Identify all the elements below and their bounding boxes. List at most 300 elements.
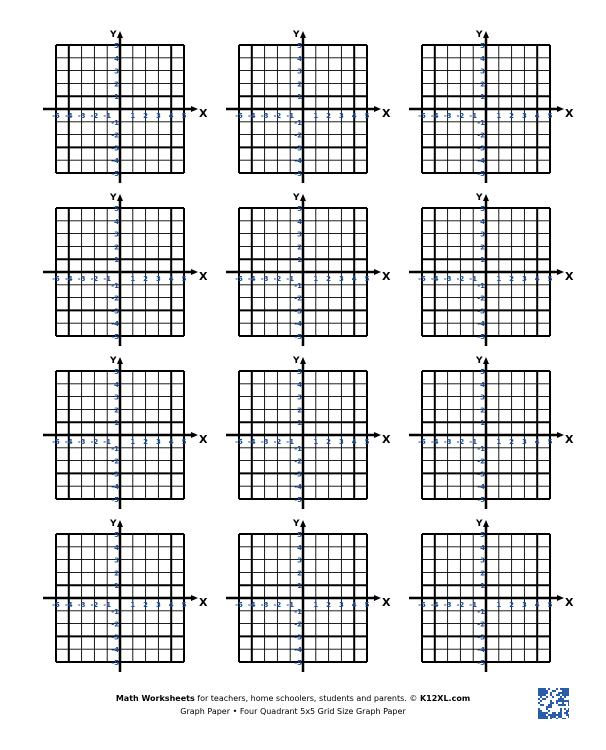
y-axis-arrow-icon	[117, 194, 123, 201]
x-tick-label: 2	[143, 112, 149, 120]
qr-module	[542, 712, 544, 714]
x-tick-label: 5	[364, 275, 370, 283]
x-tick-label: -1	[103, 275, 112, 283]
x-tick-label: 2	[143, 275, 149, 283]
qr-module	[550, 714, 552, 716]
x-tick-label: 2	[326, 112, 332, 120]
x-tick-label: -2	[273, 438, 282, 446]
x-tick-label: 5	[547, 112, 553, 120]
x-axis-label: X	[382, 270, 391, 283]
x-tick-label: -2	[456, 112, 465, 120]
qr-module	[554, 716, 556, 718]
qr-module	[550, 716, 552, 718]
qr-module	[550, 702, 552, 704]
x-tick-label: -5	[52, 112, 60, 120]
y-tick-label: -1	[294, 118, 302, 127]
qr-module	[566, 690, 568, 692]
y-axis-label: Y	[110, 356, 117, 366]
y-tick-label: -1	[477, 444, 485, 453]
qr-module	[552, 714, 554, 716]
x-tick-label: 1	[496, 275, 502, 283]
x-tick-label: -4	[247, 601, 256, 609]
qr-module	[540, 696, 542, 698]
y-axis-arrow-icon	[300, 31, 306, 38]
y-tick-label: 5	[480, 42, 485, 50]
x-tick-label: 4	[168, 438, 174, 446]
y-tick-label: -3	[477, 470, 485, 479]
qr-module	[542, 688, 544, 690]
y-tick-label: 4	[114, 380, 119, 389]
x-axis-label: X	[199, 107, 208, 120]
x-tick-label: 4	[168, 601, 174, 609]
qr-module	[548, 710, 550, 712]
x-tick-label: -3	[260, 275, 269, 283]
x-tick-label: -1	[286, 601, 295, 609]
x-tick-label: 1	[313, 112, 319, 120]
qr-module	[546, 708, 548, 710]
qr-module	[554, 690, 556, 692]
y-tick-label: -3	[477, 633, 485, 642]
qr-module	[558, 704, 560, 706]
y-tick-label: -4	[477, 483, 485, 492]
x-tick-label: -1	[469, 601, 478, 609]
qr-module	[558, 692, 560, 694]
coordinate-grid	[409, 30, 574, 183]
qr-module	[538, 692, 540, 694]
qr-module	[546, 690, 548, 692]
x-axis-arrow-icon	[557, 269, 564, 275]
y-tick-label: -3	[111, 633, 119, 642]
qr-module	[552, 716, 554, 718]
y-tick-label: 4	[297, 380, 302, 389]
qr-module	[538, 710, 540, 712]
x-axis-label: X	[565, 596, 574, 609]
x-tick-label: -4	[64, 112, 73, 120]
qr-module	[538, 690, 540, 692]
tagline-text: for teachers, home schoolers, students and parents. ©	[194, 694, 420, 703]
y-tick-label: -5	[111, 333, 119, 341]
qr-module	[544, 688, 546, 690]
y-tick-label: 2	[480, 80, 485, 89]
qr-module	[550, 704, 552, 706]
y-tick-label: 1	[480, 256, 485, 265]
qr-module	[540, 704, 542, 706]
qr-module	[560, 692, 562, 694]
x-tick-label: 1	[130, 438, 136, 446]
qr-module	[542, 716, 544, 718]
qr-module	[546, 716, 548, 718]
y-tick-label: -3	[294, 144, 302, 153]
qr-module	[548, 688, 550, 690]
x-axis-label: X	[382, 433, 391, 446]
y-axis-arrow-icon	[117, 31, 123, 38]
x-tick-label: -5	[235, 438, 243, 446]
qr-module	[550, 694, 552, 696]
qr-module	[556, 702, 558, 704]
y-tick-label: 2	[114, 569, 119, 578]
y-tick-label: -4	[477, 320, 485, 329]
y-tick-label: 2	[114, 406, 119, 415]
coordinate-grid	[226, 193, 391, 346]
y-tick-label: -3	[477, 144, 485, 153]
qr-module	[544, 714, 546, 716]
x-tick-label: -1	[286, 275, 295, 283]
y-tick-label: -1	[477, 281, 485, 290]
qr-module	[544, 698, 546, 700]
qr-module	[544, 692, 546, 694]
x-tick-label: 2	[143, 438, 149, 446]
y-tick-label: -4	[294, 320, 302, 329]
x-axis-arrow-icon	[191, 595, 198, 601]
qr-module	[562, 718, 564, 719]
x-tick-label: 4	[168, 112, 174, 120]
y-tick-label: 1	[114, 93, 119, 102]
y-tick-label: 3	[114, 67, 119, 76]
y-tick-label: -1	[111, 607, 119, 616]
qr-module	[556, 714, 558, 716]
qr-module	[540, 694, 542, 696]
y-tick-label: -4	[294, 157, 302, 166]
qr-module	[560, 714, 562, 716]
x-tick-label: 4	[534, 438, 540, 446]
x-tick-label: 4	[351, 112, 357, 120]
y-tick-label: 5	[297, 368, 302, 376]
x-tick-label: 3	[155, 112, 161, 120]
qr-module	[564, 700, 566, 702]
qr-module	[568, 716, 569, 718]
x-tick-label: 1	[313, 438, 319, 446]
y-tick-label: -3	[477, 307, 485, 316]
x-tick-label: 4	[534, 601, 540, 609]
x-tick-label: -4	[64, 438, 73, 446]
y-axis-arrow-icon	[483, 194, 489, 201]
qr-module	[554, 714, 556, 716]
qr-module	[562, 702, 564, 704]
qr-module	[546, 692, 548, 694]
x-tick-label: -2	[90, 112, 99, 120]
y-tick-label: -3	[294, 633, 302, 642]
x-tick-label: -4	[64, 601, 73, 609]
qr-module	[550, 692, 552, 694]
x-tick-label: -1	[469, 112, 478, 120]
x-tick-label: 1	[313, 601, 319, 609]
y-tick-label: 3	[480, 556, 485, 565]
y-tick-label: -1	[294, 444, 302, 453]
qr-module	[542, 694, 544, 696]
y-tick-label: 5	[297, 42, 302, 50]
coordinate-grid	[409, 356, 574, 509]
x-tick-label: -3	[260, 601, 269, 609]
y-axis-arrow-icon	[300, 357, 306, 364]
qr-module	[552, 712, 554, 714]
y-tick-label: 1	[297, 582, 302, 591]
qr-module	[556, 688, 558, 690]
x-tick-label: -1	[469, 275, 478, 283]
qr-module	[550, 718, 552, 719]
y-tick-label: -2	[294, 457, 302, 466]
x-tick-label: 3	[521, 601, 527, 609]
qr-module	[544, 712, 546, 714]
qr-module	[552, 702, 554, 704]
qr-module	[560, 700, 562, 702]
y-tick-label: 4	[480, 217, 485, 226]
qr-module	[568, 702, 569, 704]
x-tick-label: -2	[90, 601, 99, 609]
qr-module	[540, 692, 542, 694]
qr-module	[560, 716, 562, 718]
qr-module	[538, 694, 540, 696]
y-tick-label: -5	[477, 659, 485, 667]
qr-module	[566, 694, 568, 696]
y-tick-label: -3	[111, 144, 119, 153]
x-tick-label: 5	[181, 112, 187, 120]
qr-module	[564, 688, 566, 690]
qr-module	[538, 688, 540, 690]
y-tick-label: -4	[294, 483, 302, 492]
brand-text: Math Worksheets	[115, 694, 195, 703]
qr-module	[566, 714, 568, 716]
qr-module	[546, 696, 548, 698]
qr-module	[568, 694, 569, 696]
x-tick-label: -5	[52, 601, 60, 609]
y-tick-label: 4	[480, 380, 485, 389]
coordinate-grid	[43, 193, 208, 346]
y-axis-arrow-icon	[117, 520, 123, 527]
qr-module	[568, 710, 569, 712]
y-axis-label: Y	[476, 30, 483, 40]
x-tick-label: 2	[509, 275, 515, 283]
y-tick-label: 1	[480, 93, 485, 102]
y-tick-label: 2	[114, 243, 119, 252]
qr-module	[542, 718, 544, 719]
coordinate-grid	[409, 193, 574, 346]
qr-module	[548, 704, 550, 706]
y-axis-label: Y	[293, 356, 300, 366]
qr-module	[558, 700, 560, 702]
y-tick-label: 3	[480, 393, 485, 402]
y-tick-label: -4	[294, 646, 302, 655]
x-tick-label: 2	[326, 275, 332, 283]
y-tick-label: -1	[477, 118, 485, 127]
qr-module	[566, 710, 568, 712]
qr-module	[566, 712, 568, 714]
x-tick-label: -1	[286, 112, 295, 120]
y-tick-label: 5	[114, 205, 119, 213]
x-tick-label: 3	[155, 438, 161, 446]
x-tick-label: -5	[418, 601, 426, 609]
qr-module	[560, 704, 562, 706]
qr-module	[560, 710, 562, 712]
qr-module	[542, 692, 544, 694]
x-tick-label: 3	[338, 601, 344, 609]
y-tick-label: -2	[294, 131, 302, 140]
x-tick-label: 4	[351, 438, 357, 446]
x-tick-label: 2	[326, 438, 332, 446]
qr-module	[562, 698, 564, 700]
x-tick-label: 3	[521, 275, 527, 283]
x-tick-label: 5	[364, 601, 370, 609]
x-tick-label: -3	[443, 112, 452, 120]
coordinate-grid	[226, 356, 391, 509]
x-tick-label: -4	[247, 275, 256, 283]
x-tick-label: -3	[260, 438, 269, 446]
y-axis-arrow-icon	[483, 31, 489, 38]
y-tick-label: 3	[480, 230, 485, 239]
x-tick-label: 1	[496, 438, 502, 446]
qr-module	[568, 690, 569, 692]
qr-module	[562, 704, 564, 706]
qr-module	[560, 712, 562, 714]
x-tick-label: -5	[418, 438, 426, 446]
x-tick-label: 5	[547, 438, 553, 446]
y-tick-label: 4	[297, 217, 302, 226]
qr-module	[562, 690, 564, 692]
qr-module	[568, 700, 569, 702]
y-tick-label: 5	[114, 368, 119, 376]
qr-module	[564, 692, 566, 694]
x-tick-label: -4	[247, 112, 256, 120]
y-axis-label: Y	[476, 519, 483, 529]
y-tick-label: 1	[114, 419, 119, 428]
y-tick-label: 2	[114, 80, 119, 89]
qr-module	[566, 688, 568, 690]
y-tick-label: 5	[114, 531, 119, 539]
qr-module	[558, 712, 560, 714]
x-axis-arrow-icon	[191, 432, 198, 438]
coordinate-grid	[43, 30, 208, 183]
qr-module	[568, 708, 569, 710]
qr-module	[544, 694, 546, 696]
y-tick-label: -2	[294, 294, 302, 303]
qr-module	[562, 688, 564, 690]
x-axis-label: X	[382, 107, 391, 120]
qr-module	[542, 698, 544, 700]
x-tick-label: -2	[273, 112, 282, 120]
y-axis-label: Y	[110, 30, 117, 40]
qr-module	[568, 692, 569, 694]
qr-module	[538, 708, 540, 710]
y-tick-label: -5	[294, 659, 302, 667]
y-tick-label: -3	[111, 307, 119, 316]
x-tick-label: -1	[286, 438, 295, 446]
y-tick-label: -2	[477, 457, 485, 466]
x-axis-arrow-icon	[191, 106, 198, 112]
qr-module	[556, 718, 558, 719]
y-tick-label: -4	[111, 483, 119, 492]
y-tick-label: 2	[297, 243, 302, 252]
qr-module	[560, 696, 562, 698]
y-tick-label: -5	[294, 333, 302, 341]
x-tick-label: 3	[338, 438, 344, 446]
qr-module	[564, 708, 566, 710]
y-tick-label: 5	[297, 531, 302, 539]
y-tick-label: -2	[294, 620, 302, 629]
y-tick-label: 2	[480, 243, 485, 252]
y-tick-label: 4	[297, 543, 302, 552]
y-tick-label: -2	[477, 620, 485, 629]
qr-module	[546, 718, 548, 719]
y-tick-label: 1	[114, 582, 119, 591]
x-axis-arrow-icon	[191, 269, 198, 275]
qr-module	[538, 714, 540, 716]
x-tick-label: 3	[155, 601, 161, 609]
x-tick-label: -5	[235, 112, 243, 120]
y-axis-label: Y	[293, 30, 300, 40]
x-axis-arrow-icon	[374, 106, 381, 112]
qr-module	[564, 694, 566, 696]
x-tick-label: 1	[496, 112, 502, 120]
y-tick-label: -4	[111, 320, 119, 329]
y-tick-label: -5	[477, 496, 485, 504]
y-axis-label: Y	[293, 193, 300, 203]
y-tick-label: -3	[294, 470, 302, 479]
x-tick-label: 1	[130, 275, 136, 283]
y-tick-label: 2	[480, 569, 485, 578]
qr-module	[568, 688, 569, 690]
x-tick-label: 5	[181, 601, 187, 609]
y-tick-label: 1	[114, 256, 119, 265]
x-axis-label: X	[382, 596, 391, 609]
y-tick-label: 5	[480, 205, 485, 213]
y-tick-label: -5	[294, 170, 302, 178]
qr-module	[538, 718, 540, 719]
x-tick-label: 4	[351, 275, 357, 283]
x-tick-label: 3	[338, 275, 344, 283]
site-link[interactable]: K12XL.com	[419, 694, 471, 703]
x-tick-label: 5	[181, 438, 187, 446]
qr-module	[568, 704, 569, 706]
y-tick-label: 3	[297, 67, 302, 76]
x-axis-arrow-icon	[374, 432, 381, 438]
y-tick-label: -1	[477, 607, 485, 616]
x-tick-label: -4	[247, 438, 256, 446]
qr-module	[556, 700, 558, 702]
y-tick-label: 4	[480, 54, 485, 63]
x-tick-label: 5	[364, 112, 370, 120]
qr-module	[546, 712, 548, 714]
x-tick-label: 3	[155, 275, 161, 283]
x-tick-label: -3	[443, 601, 452, 609]
qr-module	[540, 710, 542, 712]
qr-module	[562, 694, 564, 696]
x-tick-label: 3	[338, 112, 344, 120]
x-tick-label: 1	[130, 601, 136, 609]
y-tick-label: 3	[480, 67, 485, 76]
qr-module	[564, 690, 566, 692]
y-tick-label: -1	[294, 607, 302, 616]
qr-module	[560, 708, 562, 710]
y-tick-label: -5	[477, 170, 485, 178]
y-tick-label: 1	[297, 419, 302, 428]
x-tick-label: -1	[103, 438, 112, 446]
qr-module	[546, 706, 548, 708]
y-tick-label: 3	[114, 393, 119, 402]
y-tick-label: 3	[297, 230, 302, 239]
y-axis-arrow-icon	[483, 520, 489, 527]
x-tick-label: -2	[90, 438, 99, 446]
qr-module	[542, 690, 544, 692]
x-tick-label: -1	[469, 438, 478, 446]
qr-module	[560, 688, 562, 690]
qr-module	[538, 716, 540, 718]
y-tick-label: 3	[114, 230, 119, 239]
y-tick-label: 3	[297, 556, 302, 565]
y-tick-label: 2	[480, 406, 485, 415]
x-tick-label: 1	[313, 275, 319, 283]
qr-module	[540, 700, 542, 702]
coordinate-grid	[226, 30, 391, 183]
x-axis-arrow-icon	[374, 595, 381, 601]
